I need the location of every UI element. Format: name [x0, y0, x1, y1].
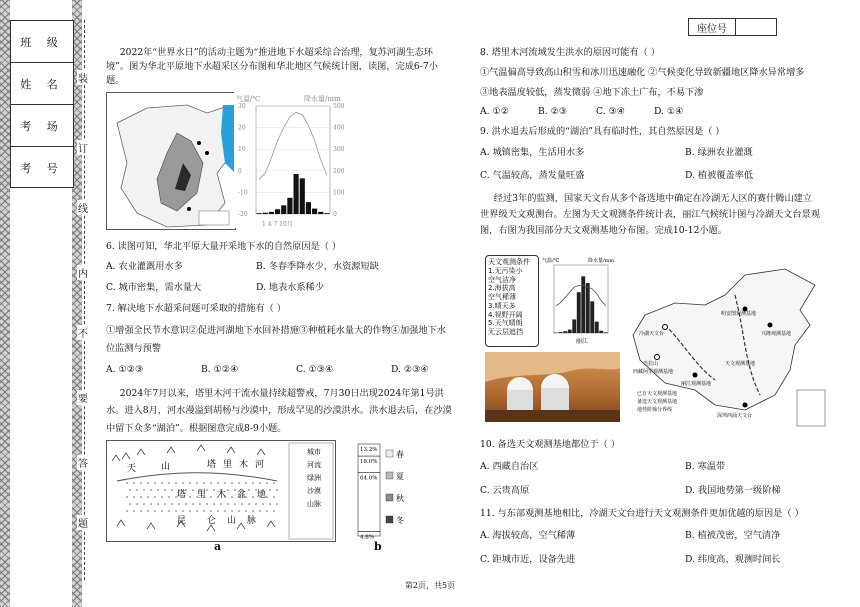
seal-char: 内	[77, 265, 89, 280]
desert-dot	[171, 503, 173, 505]
y-tick-left: -10	[238, 189, 248, 197]
precip-bar	[281, 205, 286, 214]
tarim-map-svg	[107, 441, 335, 541]
q8-option-d[interactable]: D. ①④	[654, 106, 684, 118]
exam-number-field[interactable]: 考 号	[20, 161, 64, 175]
q6-option-c[interactable]: C. 城市密集，需水量大	[106, 281, 202, 293]
q10-options-2	[480, 484, 820, 498]
desert-dot	[196, 510, 198, 512]
desert-dot	[164, 503, 166, 505]
condition-item: 4.视野开阔	[488, 310, 523, 319]
desert-dot	[150, 503, 152, 505]
seal-char: 题	[77, 515, 89, 530]
y-axis-right-label: 降水量/mm	[304, 95, 341, 103]
legend-item: 绿洲	[307, 474, 321, 482]
q11-option-b[interactable]: B. 植被茂密，空气清净	[685, 530, 781, 542]
precip-bar	[595, 322, 599, 333]
precip-bar	[269, 212, 274, 214]
desert-dot	[192, 503, 194, 505]
huabei-climate-svg	[234, 92, 354, 228]
desert-dot	[248, 503, 250, 505]
site-label: 深圳西涌天文台	[717, 413, 753, 419]
seal-char: 不	[77, 325, 89, 340]
precip-bar	[324, 213, 329, 214]
y-tick-right: 500	[333, 103, 345, 110]
condition-item: 2.海拔高	[488, 284, 516, 293]
y-axis-left-label: 气温/℃	[542, 258, 560, 264]
q9-option-a[interactable]: A. 城镇密集，生活用水多	[480, 146, 585, 158]
page-footer: 第2页，共5页	[404, 581, 456, 590]
desert-dot	[266, 496, 268, 498]
desert-dot	[175, 510, 177, 512]
condition-item: 空气稀薄	[488, 293, 516, 301]
desert-dot	[276, 503, 278, 505]
seasonal-runoff-chart	[356, 440, 414, 540]
desert-dot	[126, 482, 128, 484]
q7-option-c[interactable]: C. ①③④	[296, 364, 334, 376]
precip-bar	[577, 292, 581, 333]
huabei-climate-chart	[234, 92, 354, 228]
y-tick-left: 20	[238, 124, 246, 132]
map-legend	[199, 211, 229, 225]
legend-item: 已有天文观测基地	[637, 391, 678, 397]
desert-dot	[154, 510, 156, 512]
q11-option-a[interactable]: A. 海拔较高，空气稀薄	[480, 530, 576, 542]
desert-dot	[140, 482, 142, 484]
condition-item: 空气洁净	[488, 275, 516, 284]
precip-bar	[300, 178, 305, 214]
q8-stem: 8. 塔里木河流域发生洪水的原因可能有（ ）	[480, 47, 660, 58]
desert-dot	[203, 482, 205, 484]
q10-11-block	[480, 438, 820, 567]
desert-dot	[182, 482, 184, 484]
legend-swatch	[386, 472, 393, 479]
seat-label: 座位号	[689, 19, 736, 35]
y-tick-left: 30	[238, 103, 246, 110]
desert-dot	[143, 489, 145, 491]
map-label: 脉	[247, 516, 257, 526]
map-label: 山	[227, 516, 237, 526]
q9-option-c[interactable]: C. 气温较高，蒸发量旺盛	[480, 169, 585, 181]
desert-dot	[140, 496, 142, 498]
q10-stem: 10. 备选天文观测基地都位于（ ）	[480, 439, 620, 450]
precip-bar	[599, 331, 603, 333]
name-field[interactable]: 姓 名	[11, 63, 73, 105]
site-label: 兴隆观测基地	[761, 331, 792, 337]
q6-option-b[interactable]: B. 冬春季降水少，水资源短缺	[256, 260, 379, 272]
desert-dot	[224, 510, 226, 512]
desert-dot	[189, 482, 191, 484]
fig-sublabel-b: b	[374, 540, 382, 553]
city-dot	[197, 141, 201, 145]
map-label: 木	[239, 460, 249, 470]
site-label: 西藏阿里观测基地	[633, 369, 674, 375]
q7-stem: 7. 解决地下水超采问题可采取的措施有（ ）	[106, 303, 286, 315]
groundwater-map-svg	[107, 93, 235, 229]
desert-dot	[129, 503, 131, 505]
desert-dot	[126, 496, 128, 498]
seat-number-box[interactable]	[688, 18, 777, 36]
desert-dot	[126, 510, 128, 512]
tarim-map	[106, 440, 336, 542]
desert-dot	[231, 496, 233, 498]
precip-bar	[590, 301, 594, 333]
precip-bar	[318, 212, 323, 214]
condition-item: 无云层遮挡	[488, 328, 523, 336]
q7-options	[106, 363, 452, 377]
student-info-box	[10, 20, 74, 188]
desert-dot	[234, 503, 236, 505]
intro-q8-9: 2024年7月以来，塔里木河干流水量持续超警戒，7月30日出现2024年第1号洪水。进入8月，河水漫溢到胡杨与沙漠中，形成罕见的沙漠洪水。洪水退去后，在沙漠中留下众多“湖泊”。根据图意完成8-9小题。	[106, 387, 452, 434]
desert-dot	[189, 496, 191, 498]
precip-bar	[306, 202, 311, 214]
q6-option-a[interactable]: A. 农业灌溉用水多	[106, 260, 183, 272]
desert-dot	[262, 503, 264, 505]
precip-bar	[586, 283, 590, 333]
legend-item: 河流	[307, 461, 321, 469]
map-label: 天	[127, 464, 137, 474]
precip-bar	[257, 213, 262, 214]
q8-option-c[interactable]: C. ③④	[596, 106, 626, 118]
q8-body-1: ①气温偏高导致高山积雪和冰川迅速融化 ②气候变化导致新疆地区降水异常增多	[480, 66, 805, 78]
q8-option-a[interactable]: A. ①②	[480, 106, 509, 118]
desert-dot	[266, 510, 268, 512]
desert-dot	[206, 503, 208, 505]
conditions-title: 天文观测条件	[488, 258, 530, 266]
seal-char: 装	[77, 70, 89, 85]
y-tick-left: -20	[238, 211, 248, 218]
q7-option-d[interactable]: D. ②③④	[391, 364, 429, 376]
precip-bar	[263, 213, 268, 214]
y-tick-left: 0	[238, 167, 242, 175]
seal-char: 订	[77, 140, 89, 155]
legend-swatch	[386, 450, 393, 457]
map-label: 里	[197, 490, 207, 500]
precip-bar	[568, 330, 572, 333]
desert-dot	[273, 496, 275, 498]
seal-line	[84, 20, 85, 580]
desert-dot	[259, 482, 261, 484]
map-label: 河	[255, 460, 265, 470]
desert-dot	[234, 489, 236, 491]
map-label: 塔	[177, 490, 187, 500]
desert-dot	[168, 510, 170, 512]
south-sea-inset	[797, 390, 825, 426]
desert-dot	[210, 510, 212, 512]
desert-dot	[213, 489, 215, 491]
desert-dot	[147, 496, 149, 498]
desert-dot	[161, 496, 163, 498]
site-label: 天文观测基地	[725, 361, 756, 367]
desert-dot	[248, 489, 250, 491]
intro-q6-7: 2022年“世界水日”的活动主题为“推进地下水超采综合治理，复苏河湖生态环境”。图为华北平原地下水超采区分布图和华北地区气候统计图，读图，完成6-7小题。	[106, 47, 438, 86]
q8-option-b[interactable]: B. ②③	[538, 106, 568, 118]
map-label: 盆	[237, 490, 247, 500]
desert-dot	[238, 482, 240, 484]
condition-item: 1.无污染小	[488, 266, 523, 275]
desert-dot	[164, 489, 166, 491]
desert-dot	[154, 482, 156, 484]
observatory-photo-svg	[485, 352, 620, 422]
q8-body-2: ③地表温度较低，蒸发微弱 ④地下冻土广布，不易下渗	[480, 86, 704, 98]
precip-bar	[563, 331, 567, 333]
condition-item: 5.天气晴朗	[488, 319, 523, 328]
map-label: 仑	[207, 516, 217, 526]
temperature-line	[259, 112, 327, 179]
desert-dot	[276, 489, 278, 491]
desert-dot	[252, 496, 254, 498]
observation-conditions-box	[485, 255, 539, 347]
desert-dot	[161, 482, 163, 484]
desert-dot	[185, 503, 187, 505]
site-label: 当拉山	[643, 361, 659, 367]
desert-dot	[241, 503, 243, 505]
q10-option-b[interactable]: B. 寒温带	[685, 460, 726, 472]
legend-item: 沙漠	[307, 487, 321, 495]
desert-dot	[266, 482, 268, 484]
desert-dot	[133, 510, 135, 512]
desert-dot	[182, 510, 184, 512]
map-label: 昆	[177, 516, 187, 526]
y-tick-right: 200	[333, 167, 345, 175]
segment-label: 4.8%	[360, 534, 374, 540]
desert-dot	[178, 503, 180, 505]
site-marker	[663, 325, 668, 330]
map-label: 山	[161, 462, 171, 472]
desert-dot	[196, 482, 198, 484]
segment-label: 18.0%	[360, 459, 378, 466]
city-label: 丽江	[576, 338, 589, 345]
desert-dot	[189, 510, 191, 512]
desert-dot	[227, 503, 229, 505]
desert-dot	[224, 482, 226, 484]
desert-dot	[210, 482, 212, 484]
q10-options	[480, 460, 820, 474]
q9-option-d[interactable]: D. 植被覆盖率低	[685, 169, 754, 181]
site-marker	[768, 323, 773, 328]
desert-dot	[255, 503, 257, 505]
segment-label: 64.0%	[360, 475, 378, 482]
desert-dot	[252, 510, 254, 512]
y-tick-right: 400	[333, 124, 345, 132]
desert-dot	[168, 482, 170, 484]
q6-option-d[interactable]: D. 地表水系稀少	[256, 281, 325, 293]
desert-dot	[129, 489, 131, 491]
q7-option-a[interactable]: A. ①②③	[106, 364, 144, 376]
y-tick-right: 300	[333, 146, 345, 154]
segment-label: 13.2%	[360, 447, 378, 453]
desert-dot	[203, 510, 205, 512]
china-map-svg	[625, 265, 830, 430]
site-marker	[655, 355, 660, 360]
y-axis-left-label: 气温/℃	[236, 95, 261, 103]
right-column	[480, 46, 820, 239]
desert-dot	[136, 503, 138, 505]
desert-dot	[147, 482, 149, 484]
city-dot	[205, 151, 209, 155]
map-label: 里	[223, 460, 233, 470]
lijiang-climate-chart	[540, 255, 620, 345]
hatch-strip-left	[0, 0, 10, 607]
desert-dot	[168, 496, 170, 498]
desert-dot	[269, 503, 271, 505]
precip-bar	[312, 209, 317, 214]
q11-options	[480, 529, 820, 543]
desert-dot	[231, 510, 233, 512]
seasonal-runoff-svg	[356, 440, 414, 540]
site-marker	[743, 403, 748, 408]
q11-option-c[interactable]: C. 距城市近，设备先进	[480, 553, 576, 565]
desert-dot	[231, 482, 233, 484]
exam-room-field[interactable]: 考 场	[11, 105, 73, 147]
desert-dot	[147, 510, 149, 512]
city-dot	[187, 207, 191, 211]
lenghu-observatory-photo	[485, 352, 620, 422]
desert-dot	[143, 503, 145, 505]
desert-dot	[136, 489, 138, 491]
q10-option-c[interactable]: C. 云贵高原	[480, 484, 530, 496]
q9-options-2	[480, 169, 820, 183]
desert-dot	[171, 489, 173, 491]
desert-dot	[252, 482, 254, 484]
left-column	[106, 46, 452, 87]
site-label: 冷湖天文台	[639, 331, 665, 337]
desert-dot	[161, 510, 163, 512]
desert-dot	[245, 482, 247, 484]
desert-dot	[259, 510, 261, 512]
q11-option-d[interactable]: D. 纬度高，观测时间长	[685, 553, 781, 565]
q11-options-2	[480, 553, 820, 567]
q7-body: ①增强全民节水意识②促进河湖地下水回补措施③种植耗水量大的作物④加强地下水位监测与预警	[106, 325, 446, 354]
legend-item: 城市	[307, 448, 321, 456]
precip-bar	[604, 332, 608, 333]
desert-dot	[154, 496, 156, 498]
legend-swatch	[386, 494, 393, 501]
q6-options	[106, 260, 452, 274]
precip-bar	[294, 174, 299, 214]
legend-item: 地势阶梯分界线	[637, 407, 673, 413]
desert-dot	[238, 510, 240, 512]
q6-block	[106, 240, 452, 437]
legend-season: 冬	[396, 516, 404, 525]
legend-season: 春	[396, 450, 404, 459]
q7-option-b[interactable]: B. ①②④	[201, 364, 239, 376]
legend-item: 备选天文观测基地	[637, 399, 678, 405]
desert-dot	[199, 503, 201, 505]
desert-dot	[213, 503, 215, 505]
fig-sublabel-a: a	[214, 540, 222, 553]
seal-char: 要	[77, 390, 89, 405]
legend-season: 夏	[396, 472, 404, 481]
desert-dot	[133, 496, 135, 498]
precip-bar	[559, 332, 563, 333]
china-observatory-map	[625, 265, 830, 430]
intro-q10-12: 经过3年的监测，国家天文台从多个备选地中确定在冷湖无人区的赛什腾山建立世界级天文观测台。左图为天文观测条件统计表，丽江气候统计图与冷湖天文台景观图，右图为我国部分天文观测基地分布图。完成10-12小题。	[480, 192, 820, 236]
desert-dot	[273, 510, 275, 512]
desert-dot	[227, 489, 229, 491]
precip-bar	[287, 198, 292, 214]
q9-options	[480, 146, 820, 160]
site-marker	[693, 373, 698, 378]
map-label: 塔	[207, 460, 217, 470]
desert-dot	[157, 503, 159, 505]
q9-stem: 9. 洪水退去后形成的“湖泊”具有临时性，其自然原因是（ ）	[480, 126, 725, 138]
site-label: 明安图观测基地	[721, 311, 757, 317]
precip-bar	[275, 209, 280, 214]
desert-dot	[192, 489, 194, 491]
y-tick-left: 10	[238, 146, 246, 154]
q6-options-2	[106, 281, 452, 295]
plot-frame	[256, 106, 330, 214]
desert-dot	[217, 482, 219, 484]
month-axis: 1 4 7 10月	[262, 221, 293, 228]
lijiang-climate-svg	[540, 255, 620, 345]
desert-dot	[245, 510, 247, 512]
legend-season: 秋	[396, 494, 404, 503]
y-tick-right: 0	[333, 211, 337, 218]
precip-bar	[572, 319, 576, 333]
precip-bar	[581, 276, 585, 333]
site-label: 丽江观测基地	[681, 381, 712, 387]
seal-char: 答	[77, 455, 89, 470]
y-axis-right-label: 降水量/mm	[588, 258, 615, 264]
map-label: 地	[257, 490, 267, 500]
binding-margin	[0, 0, 98, 607]
q8-options	[480, 105, 820, 119]
desert-dot	[175, 482, 177, 484]
legend-item: 山脉	[307, 500, 321, 508]
desert-dot	[273, 482, 275, 484]
seat-value[interactable]	[736, 19, 776, 35]
desert-dot	[133, 482, 135, 484]
desert-dot	[140, 510, 142, 512]
q10-option-d[interactable]: D. 我国地势第一级阶梯	[685, 484, 781, 496]
seal-char: 线	[77, 200, 89, 215]
q9-option-b[interactable]: B. 绿洲农业灌溉	[685, 146, 753, 158]
class-field[interactable]: 班 级	[11, 21, 73, 63]
legend-swatch	[386, 516, 393, 523]
q6-stem: 6. 读图可知，华北平原大量开采地下水的自然原因是（ ）	[106, 241, 342, 252]
q11-stem: 11. 与东部观测基地相比，冷湖天文台进行天文观测条件更加优越的原因是（ ）	[480, 508, 804, 520]
desert-dot	[157, 489, 159, 491]
desert-dot	[210, 496, 212, 498]
condition-item: 3.晴天多	[488, 301, 516, 310]
desert-dot	[217, 510, 219, 512]
observatory-dome	[507, 377, 533, 390]
desert-dot	[206, 489, 208, 491]
observatory-dome	[541, 374, 569, 388]
desert-dot	[220, 503, 222, 505]
q10-option-a[interactable]: A. 西藏自治区	[480, 460, 539, 472]
y-tick-right: 100	[333, 189, 345, 197]
temperature-line	[556, 285, 606, 305]
desert-dot	[150, 489, 152, 491]
groundwater-map	[106, 92, 236, 230]
desert-dot	[269, 489, 271, 491]
map-label: 木	[217, 490, 227, 500]
